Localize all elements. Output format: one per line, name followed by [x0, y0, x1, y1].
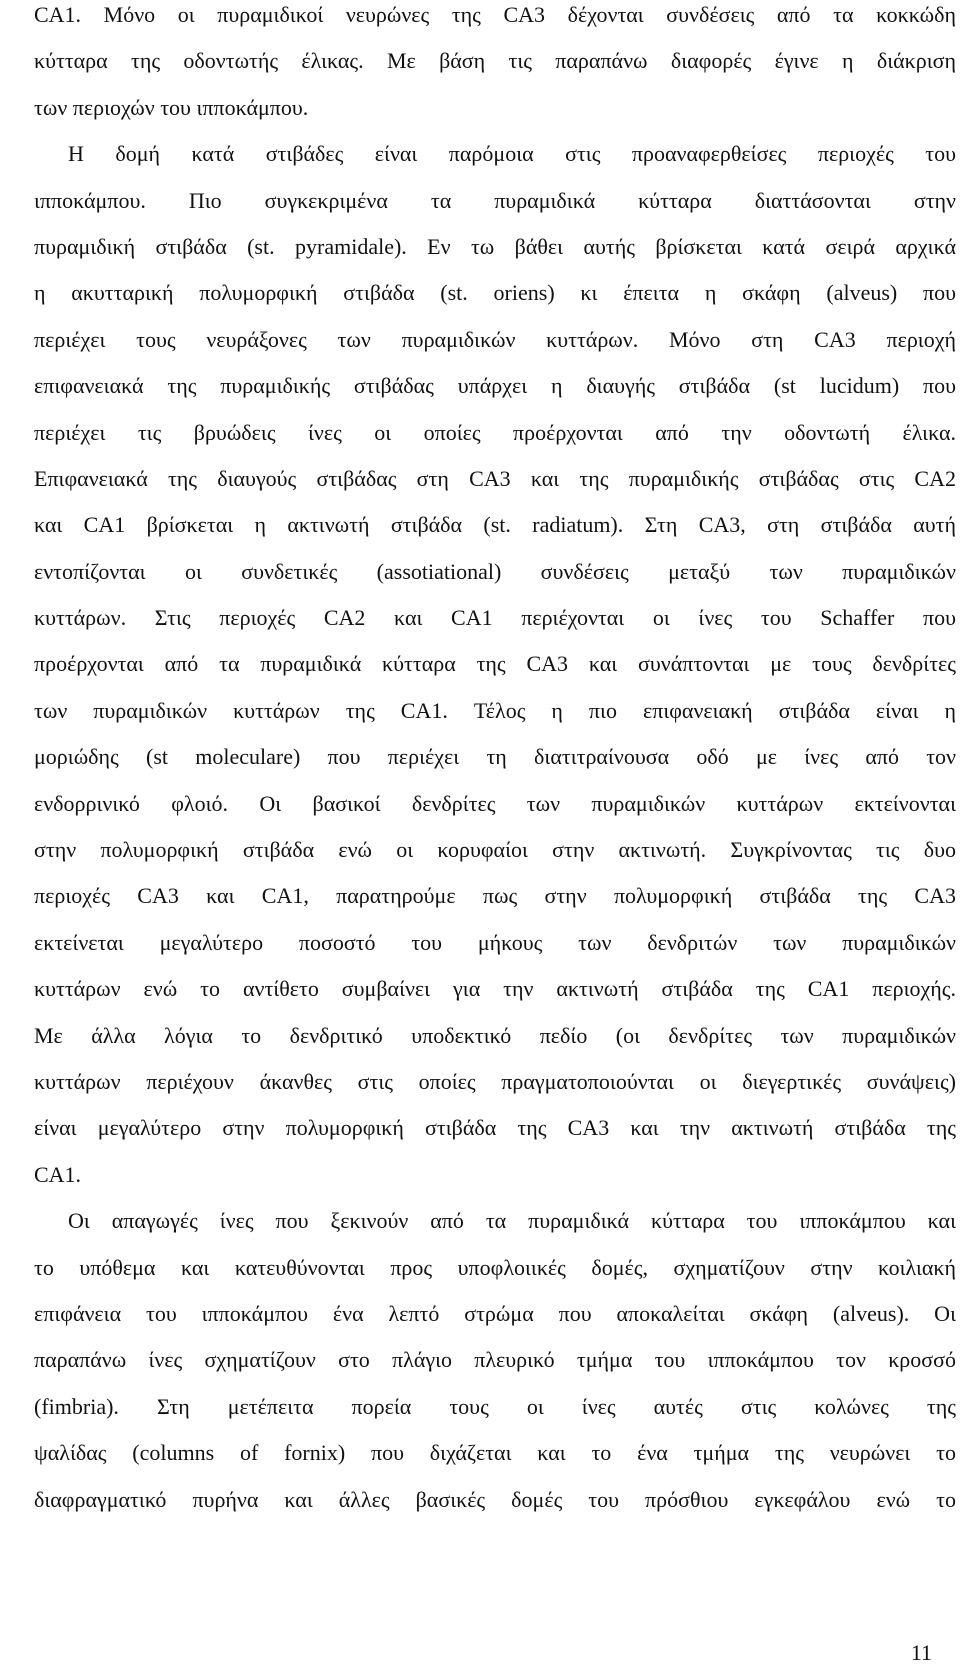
paragraph-3 [34, 1198, 956, 1523]
text-line: (fimbria). Στη μετέπειτα πορεία τους οι ίνες αυτές στις κολώνες της [34, 1393, 956, 1419]
text-line: CA1. Μόνο οι πυραμιδικοί νευρώνες της CA3 δέχονται συνδέσεις από τα κοκκώδη [34, 2, 956, 27]
text-line: κύτταρα της οδοντωτής έλικας. Με βάση τις παραπάνω διαφορές έγινε η διάκριση [34, 48, 956, 74]
text-line: Επιφανειακά της διαυγούς στιβάδας στη CA3 και της πυραμιδικής στιβάδας στις CA2 [34, 465, 956, 491]
text-line: κυττάρων ενώ το αντίθετο συμβαίνει για την ακτινωτή στιβάδα της CA1 περιοχής. [34, 976, 956, 1002]
text-line: CA1. [34, 1161, 82, 1187]
text-line: το υπόθεμα και κατευθύνονται προς υποφλοιικές δομές, σχηματίζουν στην κοιλιακή [34, 1254, 956, 1280]
text-line: μοριώδης (st moleculare) που περιέχει τη διατιτραίνουσα οδό με ίνες από τον [34, 744, 956, 770]
page-number: 11 [910, 1640, 932, 1665]
text-line: περιέχει τους νευράξονες των πυραμιδικών κυττάρων. Μόνο στη CA3 περιοχή [34, 326, 956, 352]
paragraph-2 [34, 131, 956, 1198]
text-line: διαφραγματικό πυρήνα και άλλες βασικές δομές του πρόσθιου εγκεφάλου ενώ το [34, 1486, 956, 1512]
text-line: η ακυτταρική πολυμορφική στιβάδα (st. oriens) κι έπειτα η σκάφη (alveus) που [34, 280, 956, 306]
text-line: επιφανειακά της πυραμιδικής στιβάδας υπάρχει η διαυγής στιβάδα (st lucidum) που [34, 373, 956, 399]
text-line: εντοπίζονται οι συνδετικές (assotiational) συνδέσεις μεταξύ των πυραμιδικών [34, 558, 956, 584]
text-line: Οι απαγωγές ίνες που ξεκινούν από τα πυραμιδικά κύτταρα του ιπποκάμπου και [68, 1208, 956, 1234]
text-line: Με άλλα λόγια το δενδριτικό υποδεκτικό πεδίο (οι δενδρίτες των πυραμιδικών [34, 1022, 956, 1048]
text-line: ιπποκάμπου. Πιο συγκεκριμένα τα πυραμιδικά κύτταρα διαττάσονται στην [34, 187, 956, 213]
text-line: παραπάνω ίνες σχηματίζουν στο πλάγιο πλευρικό τμήμα του ιπποκάμπου τον κροσσό [34, 1347, 956, 1373]
text-line: εκτείνεται μεγαλύτερο ποσοστό του μήκους των δενδριτών των πυραμιδικών [34, 929, 956, 955]
text-line: στην πολυμορφική στιβάδα ενώ οι κορυφαίοι στην ακτινωτή. Συγκρίνοντας τις δυο [34, 837, 956, 863]
text-line: κυττάρων. Στις περιοχές CA2 και CA1 περιέχονται οι ίνες του Schaffer που [34, 605, 956, 631]
text-line: επιφάνεια του ιπποκάμπου ένα λεπτό στρώμα που αποκαλείται σκάφη (alveus). Οι [34, 1300, 956, 1326]
document-body [34, 0, 956, 1523]
text-line: περιοχές CA3 και CA1, παρατηρούμε πως στην πολυμορφική στιβάδα της CA3 [34, 883, 956, 909]
text-line: ενδορρινικό φλοιό. Οι βασικοί δενδρίτες των πυραμιδικών κυττάρων εκτείνονται [34, 790, 956, 816]
text-line: Η δομή κατά στιβάδες είναι παρόμοια στις προαναφερθείσες περιοχές του [68, 141, 956, 167]
text-line: περιέχει τις βρυώδεις ίνες οι οποίες προέρχονται από την οδοντωτή έλικα. [34, 419, 956, 445]
paragraph-1 [34, 0, 956, 131]
text-line: των πυραμιδικών κυττάρων της CA1. Τέλος η πιο επιφανειακή στιβάδα είναι η [34, 697, 956, 723]
text-line: και CA1 βρίσκεται η ακτινωτή στιβάδα (st. radiatum). Στη CA3, στη στιβάδα αυτή [34, 512, 956, 538]
text-line: των περιοχών του ιπποκάμπου. [34, 94, 309, 120]
text-line: ψαλίδας (columns of fornix) που διχάζεται και το ένα τμήμα της νευρώνει το [34, 1440, 956, 1466]
text-line: πυραμιδική στιβάδα (st. pyramidale). Εν τω βάθει αυτής βρίσκεται κατά σειρά αρχικά [34, 233, 956, 259]
text-line: είναι μεγαλύτερο στην πολυμορφική στιβάδα της CA3 και την ακτινωτή στιβάδα της [34, 1115, 956, 1141]
text-line: κυττάρων περιέχουν άκανθες στις οποίες πραγματοποιούνται οι διεγερτικές συνάψεις) [34, 1068, 956, 1094]
text-line: προέρχονται από τα πυραμιδικά κύτταρα της CA3 και συνάπτονται με τους δενδρίτες [34, 651, 956, 677]
